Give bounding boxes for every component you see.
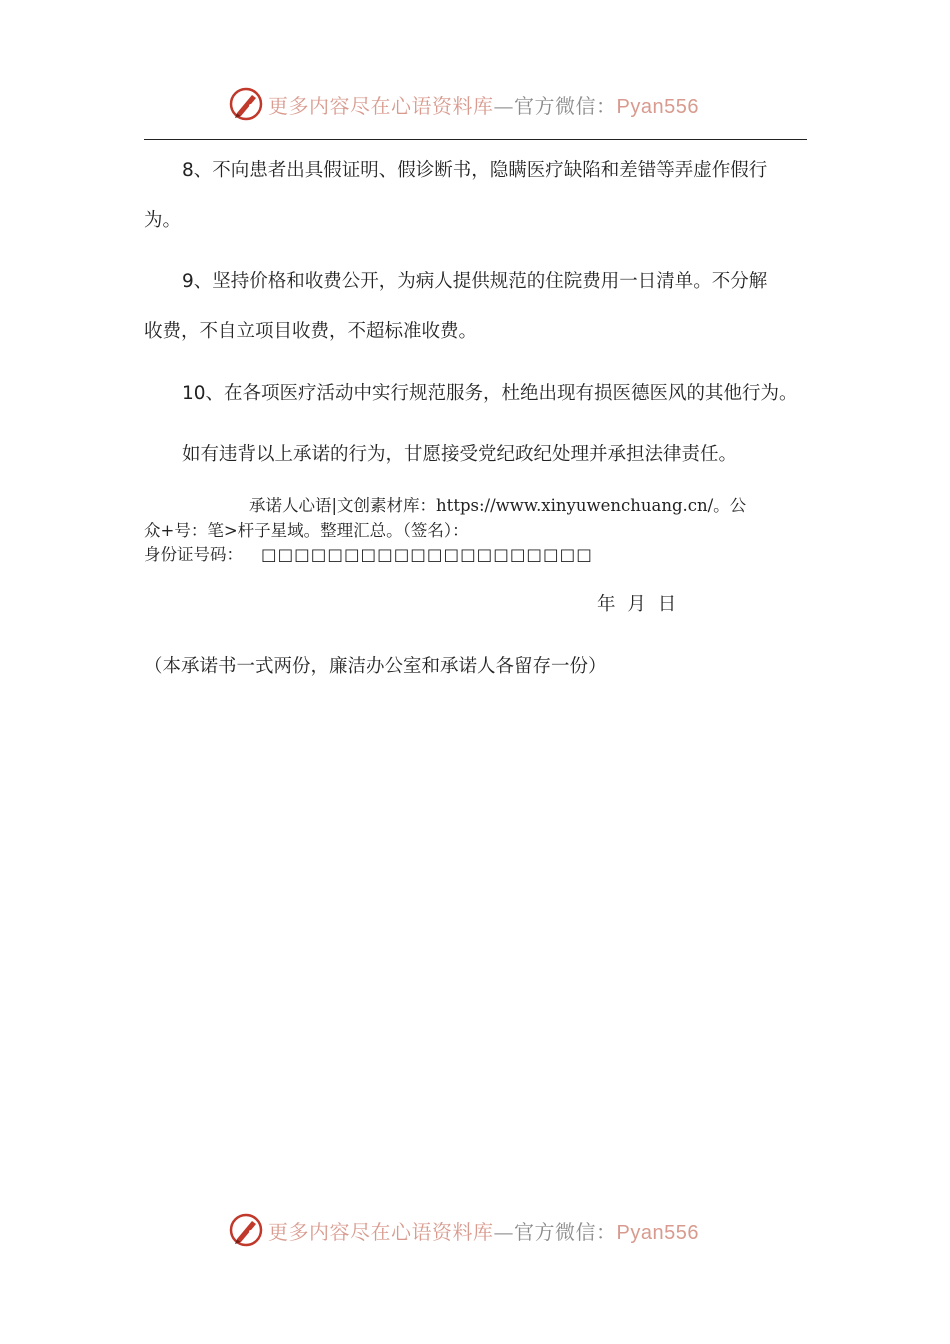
item-8-line-2: 为。 [144, 210, 182, 231]
item-8-line-1: 8、不向患者出具假证明、假诊断书，隐瞒医疗缺陷和差错等弄虚作假行 [182, 160, 768, 181]
item-9-line-1: 9、坚持价格和收费公开，为病人提供规范的住院费用一日清单。不分解 [182, 271, 768, 292]
signature-block [144, 494, 804, 568]
signature-line-1: 承诺人心语|文创素材库：https://www.xinyuwenchuang.cn/。公 [249, 496, 747, 515]
banner-wechat-label: 官方微信： [514, 93, 617, 118]
item-9-line-2: 收费，不自立项目收费，不超标准收费。 [144, 321, 478, 342]
footnote: （本承诺书一式两份，廉洁办公室和承诺人各留存一份） [144, 656, 607, 677]
banner-main-text: 更多内容尽在心语资料库 [268, 93, 494, 118]
header-banner [228, 84, 699, 124]
item-10-text: 10、在各项医疗活动中实行规范服务，杜绝出现有损医德医风的其他行为。 [182, 383, 798, 404]
pen-logo-icon [228, 1212, 264, 1248]
banner-text [268, 90, 699, 119]
banner-wechat-id: Pyan556 [616, 1221, 699, 1244]
date-line: 年 月 日 [597, 594, 677, 615]
banner-dash: — [493, 1219, 514, 1244]
pen-logo-icon [228, 86, 264, 122]
banner-wechat-label: 官方微信： [514, 1219, 617, 1244]
banner-text [268, 1216, 699, 1245]
header-divider [144, 139, 807, 140]
banner-dash: — [493, 93, 514, 118]
id-number-label: 身份证号码： [144, 545, 243, 564]
banner-wechat-id: Pyan556 [616, 95, 699, 118]
id-number-boxes: □□□□□□□□□□□□□□□□□□□□ [261, 545, 593, 564]
banner-main-text: 更多内容尽在心语资料库 [268, 1219, 494, 1244]
item-8 [144, 146, 814, 246]
id-number-row [144, 543, 804, 568]
item-9 [144, 257, 814, 357]
item-10 [144, 369, 824, 419]
footer-banner [228, 1210, 699, 1250]
pledge-statement [144, 430, 814, 480]
signature-line-2: 众+号：笔>杆子星域。整理汇总。（签名）： [144, 520, 469, 540]
pledge-text: 如有违背以上承诺的行为，甘愿接受党纪政纪处理并承担法律责任。 [182, 444, 738, 465]
